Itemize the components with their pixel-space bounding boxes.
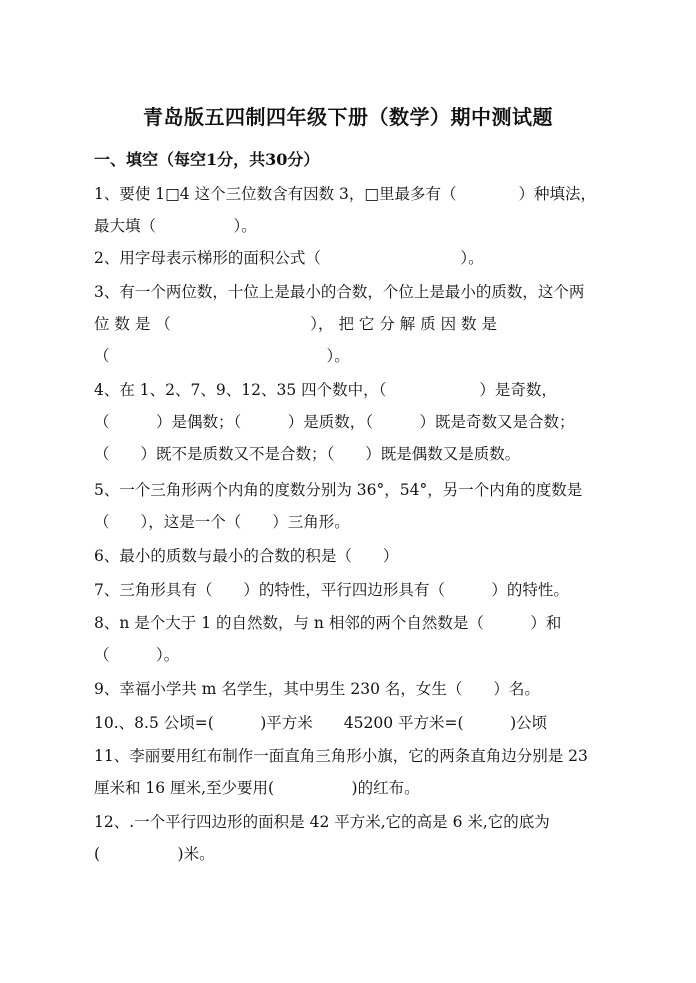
question-3-line-3: （ ）。 [94,347,350,365]
question-1-line-2: 最大填（ ）。 [94,217,257,235]
question-7 [94,574,604,606]
question-4-line-1: 4、在 1、2、7、9、12、35 四个数中，（ ）是奇数， [94,381,557,399]
question-8-line-1: 8、n 是个大于 1 的自然数，与 n 相邻的两个自然数是（ ）和 [94,614,562,632]
question-11 [94,740,604,804]
question-2 [94,242,604,274]
question-5 [94,474,604,538]
question-10 [94,707,604,739]
question-3 [94,276,604,372]
question-6 [94,540,604,572]
question-4-line-3: （ ）既不是质数又不是合数；（ ）既是偶数又是质数。 [94,445,521,463]
question-11-line-1: 11、李丽要用红布制作一面直角三角形小旗，它的两条直角边分别是 23 [94,747,588,765]
question-3-line-2: 位 数 是 （ ）， 把 它 分 解 质 因 数 是 [94,315,497,333]
question-7-line-1: 7、三角形具有（ ）的特性，平行四边形具有（ ）的特性。 [94,581,569,599]
question-2-line-1: 2、用字母表示梯形的面积公式（ ）。 [94,249,484,267]
question-4-line-2: （ ）是偶数；（ ）是质数，（ ）既是奇数又是合数； [94,413,575,431]
question-1-line-1: 1、要使 1□4 这个三位数含有因数 3，□里最多有（ ）种填法， [94,185,597,203]
question-12-line-1: 12、.一个平行四边形的面积是 42 平方米,它的高是 6 米,它的底为 [94,813,550,831]
question-8-line-2: （ ）。 [94,646,180,664]
question-9-line-1: 9、幸福小学共 m 名学生，其中男生 230 名，女生（ ）名。 [94,680,540,698]
question-12-line-2: ( )米。 [94,845,215,863]
exam-title: 青岛版五四制四年级下册（数学）期中测试题 [143,105,553,129]
question-9 [94,673,604,705]
section-heading: 一、填空（每空1分，共30分） [94,150,320,169]
question-6-line-1: 6、最小的质数与最小的合数的积是（ ） [94,547,399,565]
question-8 [94,607,604,671]
question-12 [94,806,604,870]
question-3-line-1: 3、有一个两位数，十位上是最小的合数，个位上是最小的质数，这个两 [94,283,585,301]
question-11-line-2: 厘米和 16 厘米,至少要用( )的红布。 [94,779,420,797]
question-1 [94,178,604,242]
question-4 [94,374,604,470]
question-5-line-1: 5、一个三角形两个内角的度数分别为 36°，54°，另一个内角的度数是 [94,481,583,499]
question-10-line-1: 10.、8.5 公顷=( )平方米 45200 平方米=( )公顷 [94,714,548,732]
question-5-line-2: （ ），这是一个（ ）三角形。 [94,513,350,531]
